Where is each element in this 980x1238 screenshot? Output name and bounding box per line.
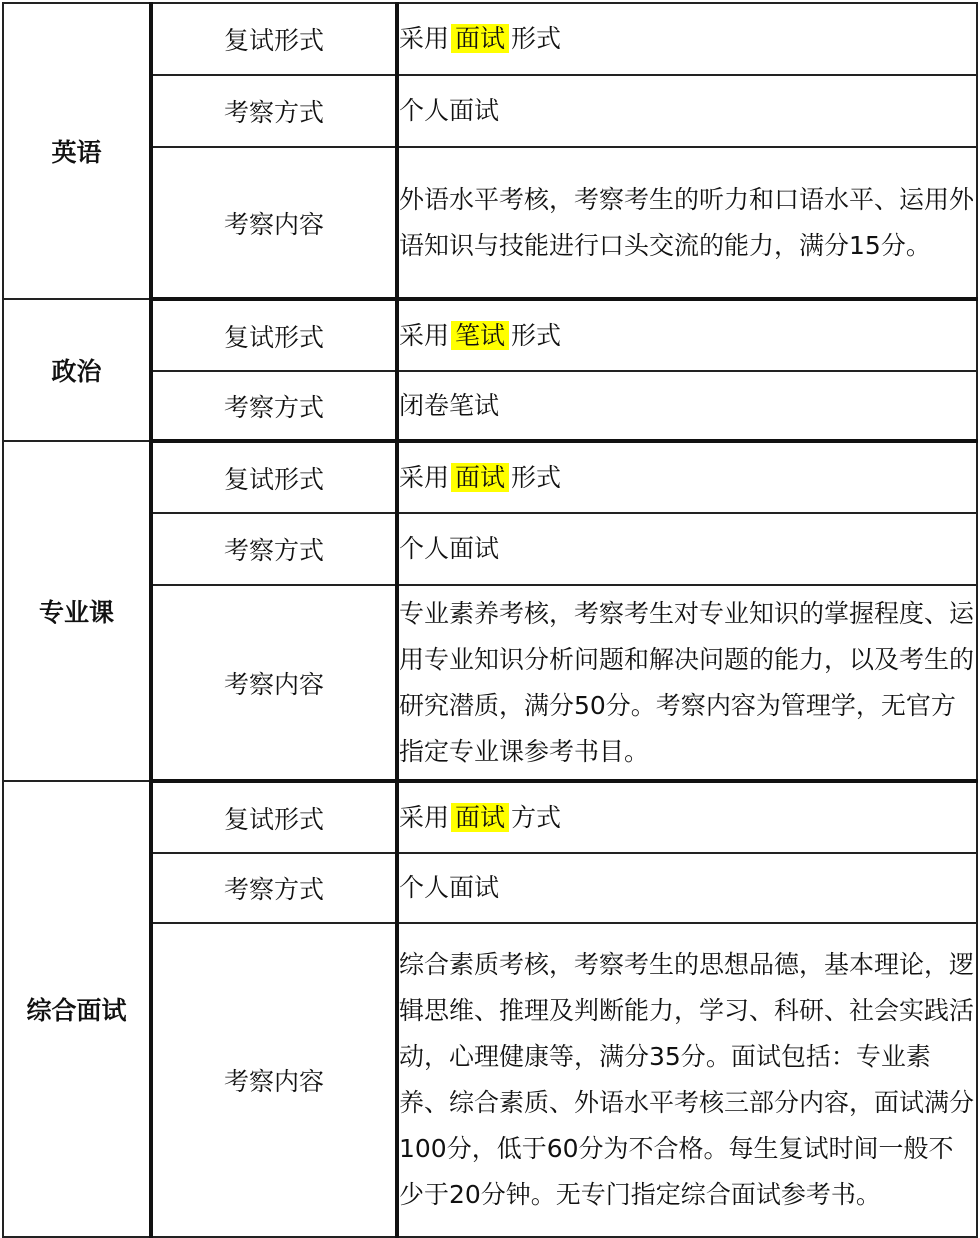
row-label: 复试形式 — [151, 781, 397, 853]
highlight-badge: 面试 — [451, 803, 509, 832]
row-value: 闭卷笔试 — [397, 371, 977, 441]
table-row — [3, 3, 977, 75]
row-value: 外语水平考核，考察考生的听力和口语水平、运用外语知识与技能进行口头交流的能力，满分15分。 — [397, 147, 977, 299]
row-value — [397, 3, 977, 75]
row-label: 考察内容 — [151, 147, 397, 299]
row-value — [397, 781, 977, 853]
row-label: 考察方式 — [151, 75, 397, 147]
row-value: 个人面试 — [397, 513, 977, 585]
row-value — [397, 441, 977, 513]
value-text: 形式 — [511, 462, 562, 492]
highlight-badge: 面试 — [451, 24, 509, 53]
row-label: 考察方式 — [151, 853, 397, 923]
row-value: 综合素质考核，考察考生的思想品德，基本理论，逻辑思维、推理及判断能力，学习、科研、社会实践活动，心理健康等，满分35分。面试包括：专业素养、综合素质、外语水平考核三部分内容，面试满分100分，低于60分为不合格。每生复试时间一般不少于20分钟。无专门指定综合面试参考书。 — [397, 923, 977, 1237]
row-label: 考察内容 — [151, 585, 397, 781]
value-text: 采用 — [399, 802, 450, 832]
highlight-badge: 笔试 — [451, 321, 509, 350]
value-text: 方式 — [511, 802, 562, 832]
subject-comprehensive: 综合面试 — [3, 781, 151, 1237]
row-value — [397, 299, 977, 371]
table-row — [3, 441, 977, 513]
row-value: 个人面试 — [397, 75, 977, 147]
row-value: 专业素养考核，考察考生对专业知识的掌握程度、运用专业知识分析问题和解决问题的能力，以及考生的研究潜质，满分50分。考察内容为管理学，无官方指定专业课参考书目。 — [397, 585, 977, 781]
row-label: 复试形式 — [151, 299, 397, 371]
row-label: 考察方式 — [151, 513, 397, 585]
row-value: 个人面试 — [397, 853, 977, 923]
table-row — [3, 299, 977, 371]
value-text: 采用 — [399, 320, 450, 350]
highlight-badge: 面试 — [451, 463, 509, 492]
value-text: 形式 — [511, 320, 562, 350]
exam-info-table — [2, 2, 978, 1238]
row-label: 考察内容 — [151, 923, 397, 1237]
subject-major: 专业课 — [3, 441, 151, 781]
value-text: 采用 — [399, 24, 450, 53]
subject-politics: 政治 — [3, 299, 151, 441]
row-label: 考察方式 — [151, 371, 397, 441]
value-text: 采用 — [399, 462, 450, 492]
subject-english: 英语 — [3, 3, 151, 299]
table-row — [3, 781, 977, 853]
value-text: 形式 — [511, 24, 562, 53]
row-label: 复试形式 — [151, 441, 397, 513]
row-label: 复试形式 — [151, 3, 397, 75]
